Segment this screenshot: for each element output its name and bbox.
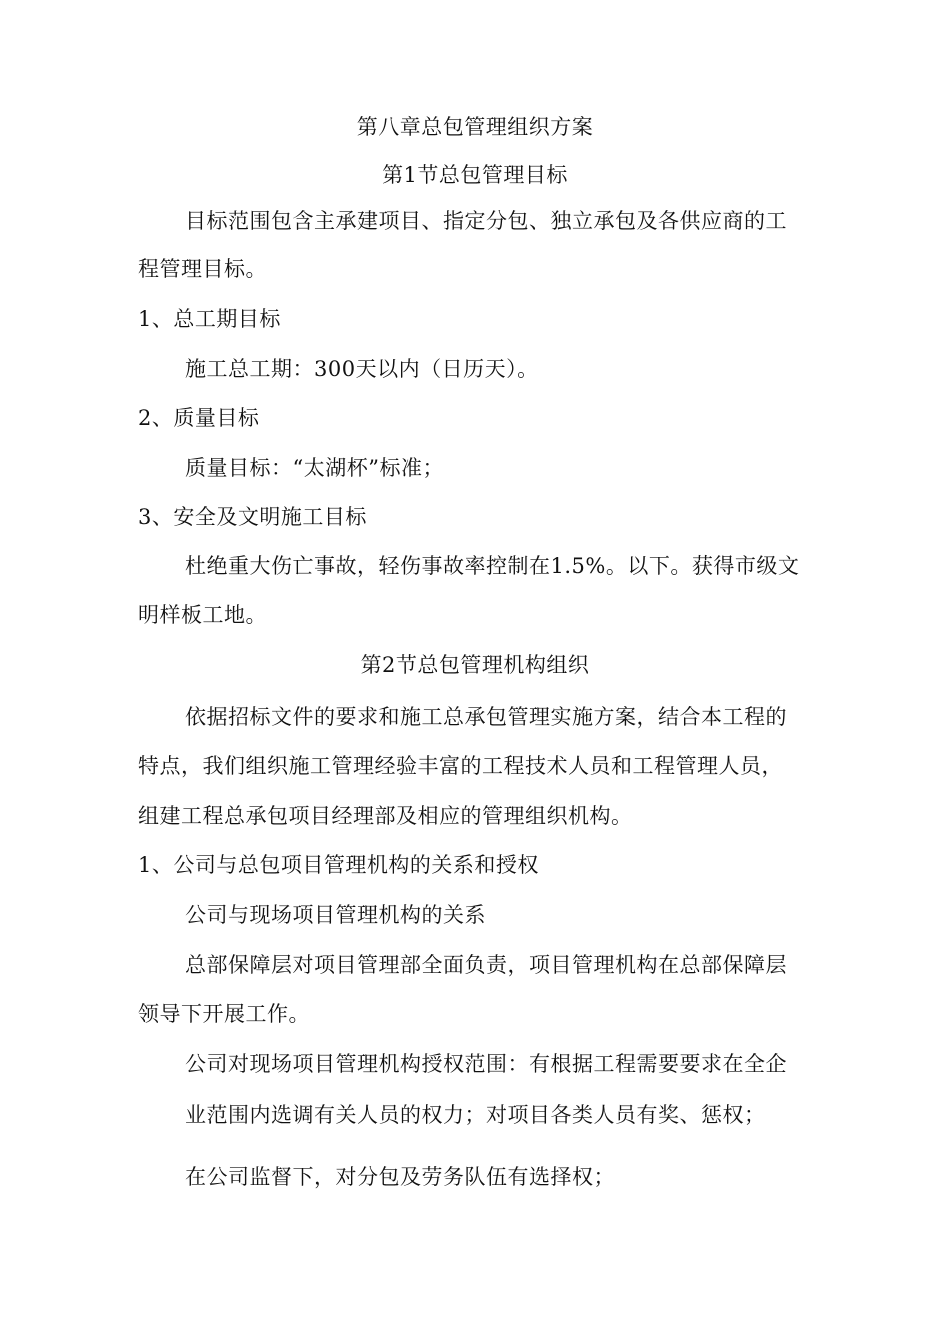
goal-3-heading: 3、安全及文明施工目标 xyxy=(138,505,367,529)
section-2-intro-line-1: 依据招标文件的要求和施工总承包管理实施方案，结合本工程的 xyxy=(185,705,787,729)
goal-2-heading: 2、质量目标 xyxy=(138,406,260,430)
goal-1-heading: 1、总工期目标 xyxy=(138,307,281,331)
item-1-subheading: 公司与现场项目管理机构的关系 xyxy=(185,903,486,927)
goal-3-text-line-1: 杜绝重大伤亡事故，轻伤事故率控制在1.5%。以下。获得市级文 xyxy=(185,554,800,578)
section-2-intro-line-2: 特点，我们组织施工管理经验丰富的工程技术人员和工程管理人员， xyxy=(138,754,783,778)
item-1-para-3: 在公司监督下，对分包及劳务队伍有选择权； xyxy=(185,1165,615,1189)
goal-1-text: 施工总工期：300天以内（日历天）。 xyxy=(185,357,539,381)
goal-3-text-line-2: 明样板工地。 xyxy=(138,603,267,627)
section-1-title: 第1节总包管理目标 xyxy=(382,163,568,187)
item-1-para-1-line-2: 领导下开展工作。 xyxy=(138,1002,310,1026)
item-1-para-2-line-1: 公司对现场项目管理机构授权范围：有根据工程需要要求在全企 xyxy=(185,1052,787,1076)
chapter-title: 第八章总包管理组织方案 xyxy=(356,115,594,139)
section-2-intro-line-3: 组建工程总承包项目经理部及相应的管理组织机构。 xyxy=(138,804,633,828)
section-1-intro-line-2: 程管理目标。 xyxy=(138,257,267,281)
section-2-title: 第2节总包管理机构组织 xyxy=(360,653,590,677)
item-1-heading: 1、公司与总包项目管理机构的关系和授权 xyxy=(138,853,539,877)
goal-2-text: 质量目标：“太湖杯”标准； xyxy=(185,456,444,480)
item-1-para-2-line-2: 业范围内选调有关人员的权力；对项目各类人员有奖、惩权； xyxy=(185,1103,766,1127)
item-1-para-1-line-1: 总部保障层对项目管理部全面负责，项目管理机构在总部保障层 xyxy=(185,953,787,977)
section-1-intro-line-1: 目标范围包含主承建项目、指定分包、独立承包及各供应商的工 xyxy=(185,209,787,233)
